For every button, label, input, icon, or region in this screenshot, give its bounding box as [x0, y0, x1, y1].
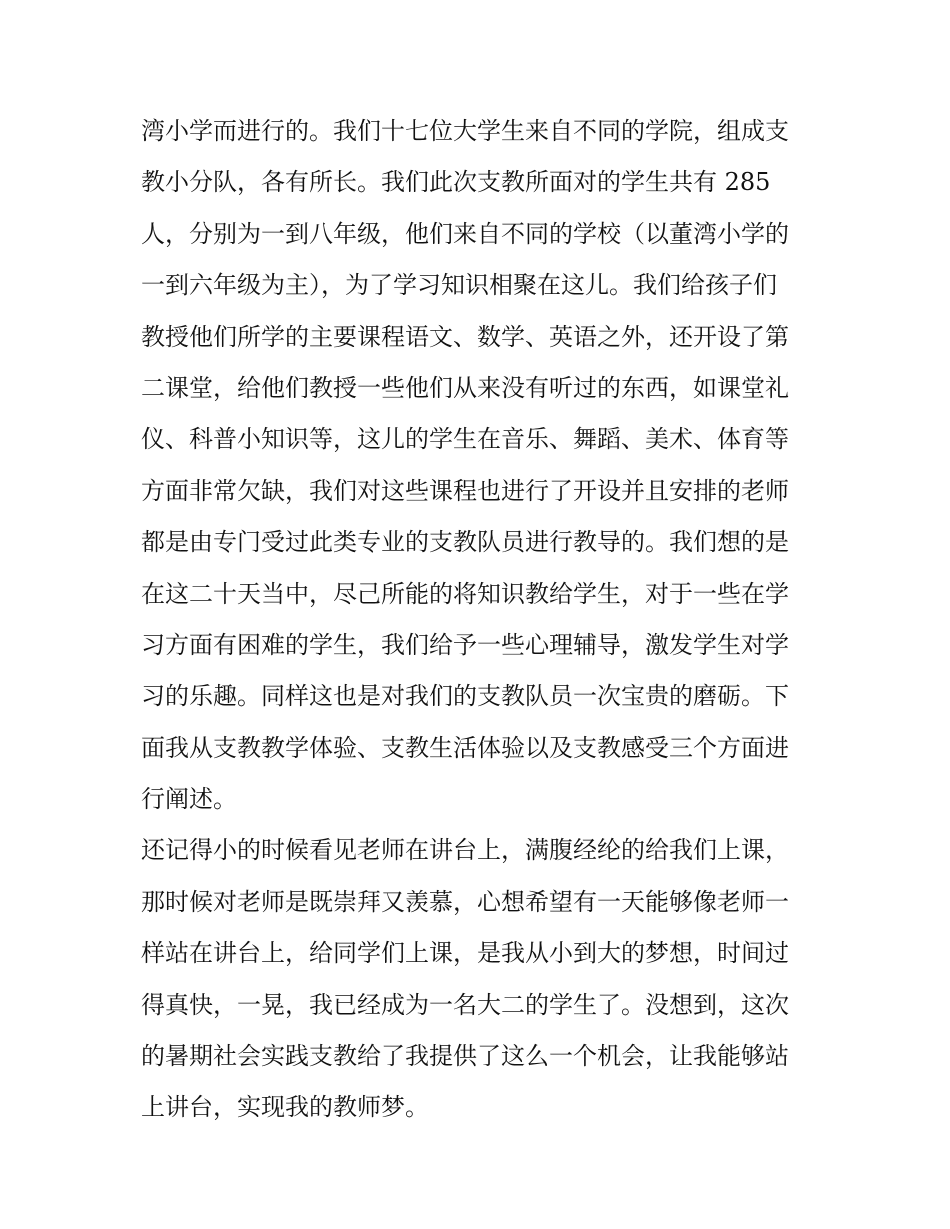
text-line: 教小分队，各有所长。我们此次支教所面对的学生共有 285 [141, 168, 771, 197]
text-line: 人，分别为一到八年级，他们来自不同的学校（以董湾小学的 [141, 219, 789, 248]
text-line: 仪、科普小知识等，这儿的学生在音乐、舞蹈、美术、体育等 [141, 425, 789, 454]
text-line: 得真快，一晃，我已经成为一名大二的学生了。没想到，这次 [141, 990, 789, 1019]
document-body [141, 106, 813, 1134]
text-line: 的暑期社会实践支教给了我提供了这么一个机会，让我能够站 [141, 1042, 789, 1071]
text-line: 行阐述。 [141, 785, 237, 814]
text-line: 一到六年级为主），为了学习知识相聚在这儿。我们给孩子们 [141, 271, 777, 300]
paragraph-2 [141, 825, 813, 1133]
text-line: 习方面有困难的学生，我们给予一些心理辅导，激发学生对学 [141, 630, 789, 659]
text-line: 习的乐趣。同样这也是对我们的支教队员一次宝贵的磨砺。下 [141, 682, 789, 711]
text-line: 在这二十天当中，尽己所能的将知识教给学生，对于一些在学 [141, 579, 789, 608]
text-line: 那时候对老师是既崇拜又羡慕，心想希望有一天能够像老师一 [141, 887, 789, 916]
text-line: 上讲台，实现我的教师梦。 [141, 1093, 429, 1122]
text-line: 还记得小的时候看见老师在讲台上，满腹经纶的给我们上课， [141, 836, 789, 865]
text-line: 湾小学而进行的。我们十七位大学生来自不同的学院，组成支 [141, 117, 789, 145]
text-line: 样站在讲台上，给同学们上课，是我从小到大的梦想，时间过 [141, 939, 789, 968]
text-line: 教授他们所学的主要课程语文、数学、英语之外，还开设了第 [141, 322, 789, 351]
text-line: 二课堂，给他们教授一些他们从来没有听过的东西，如课堂礼 [141, 373, 789, 402]
text-line: 面我从支教教学体验、支教生活体验以及支教感受三个方面进 [141, 733, 789, 762]
text-line: 都是由专门受过此类专业的支教队员进行教导的。我们想的是 [141, 528, 789, 557]
text-line: 方面非常欠缺，我们对这些课程也进行了开设并且安排的老师 [141, 476, 789, 505]
paragraph-1 [141, 106, 813, 825]
